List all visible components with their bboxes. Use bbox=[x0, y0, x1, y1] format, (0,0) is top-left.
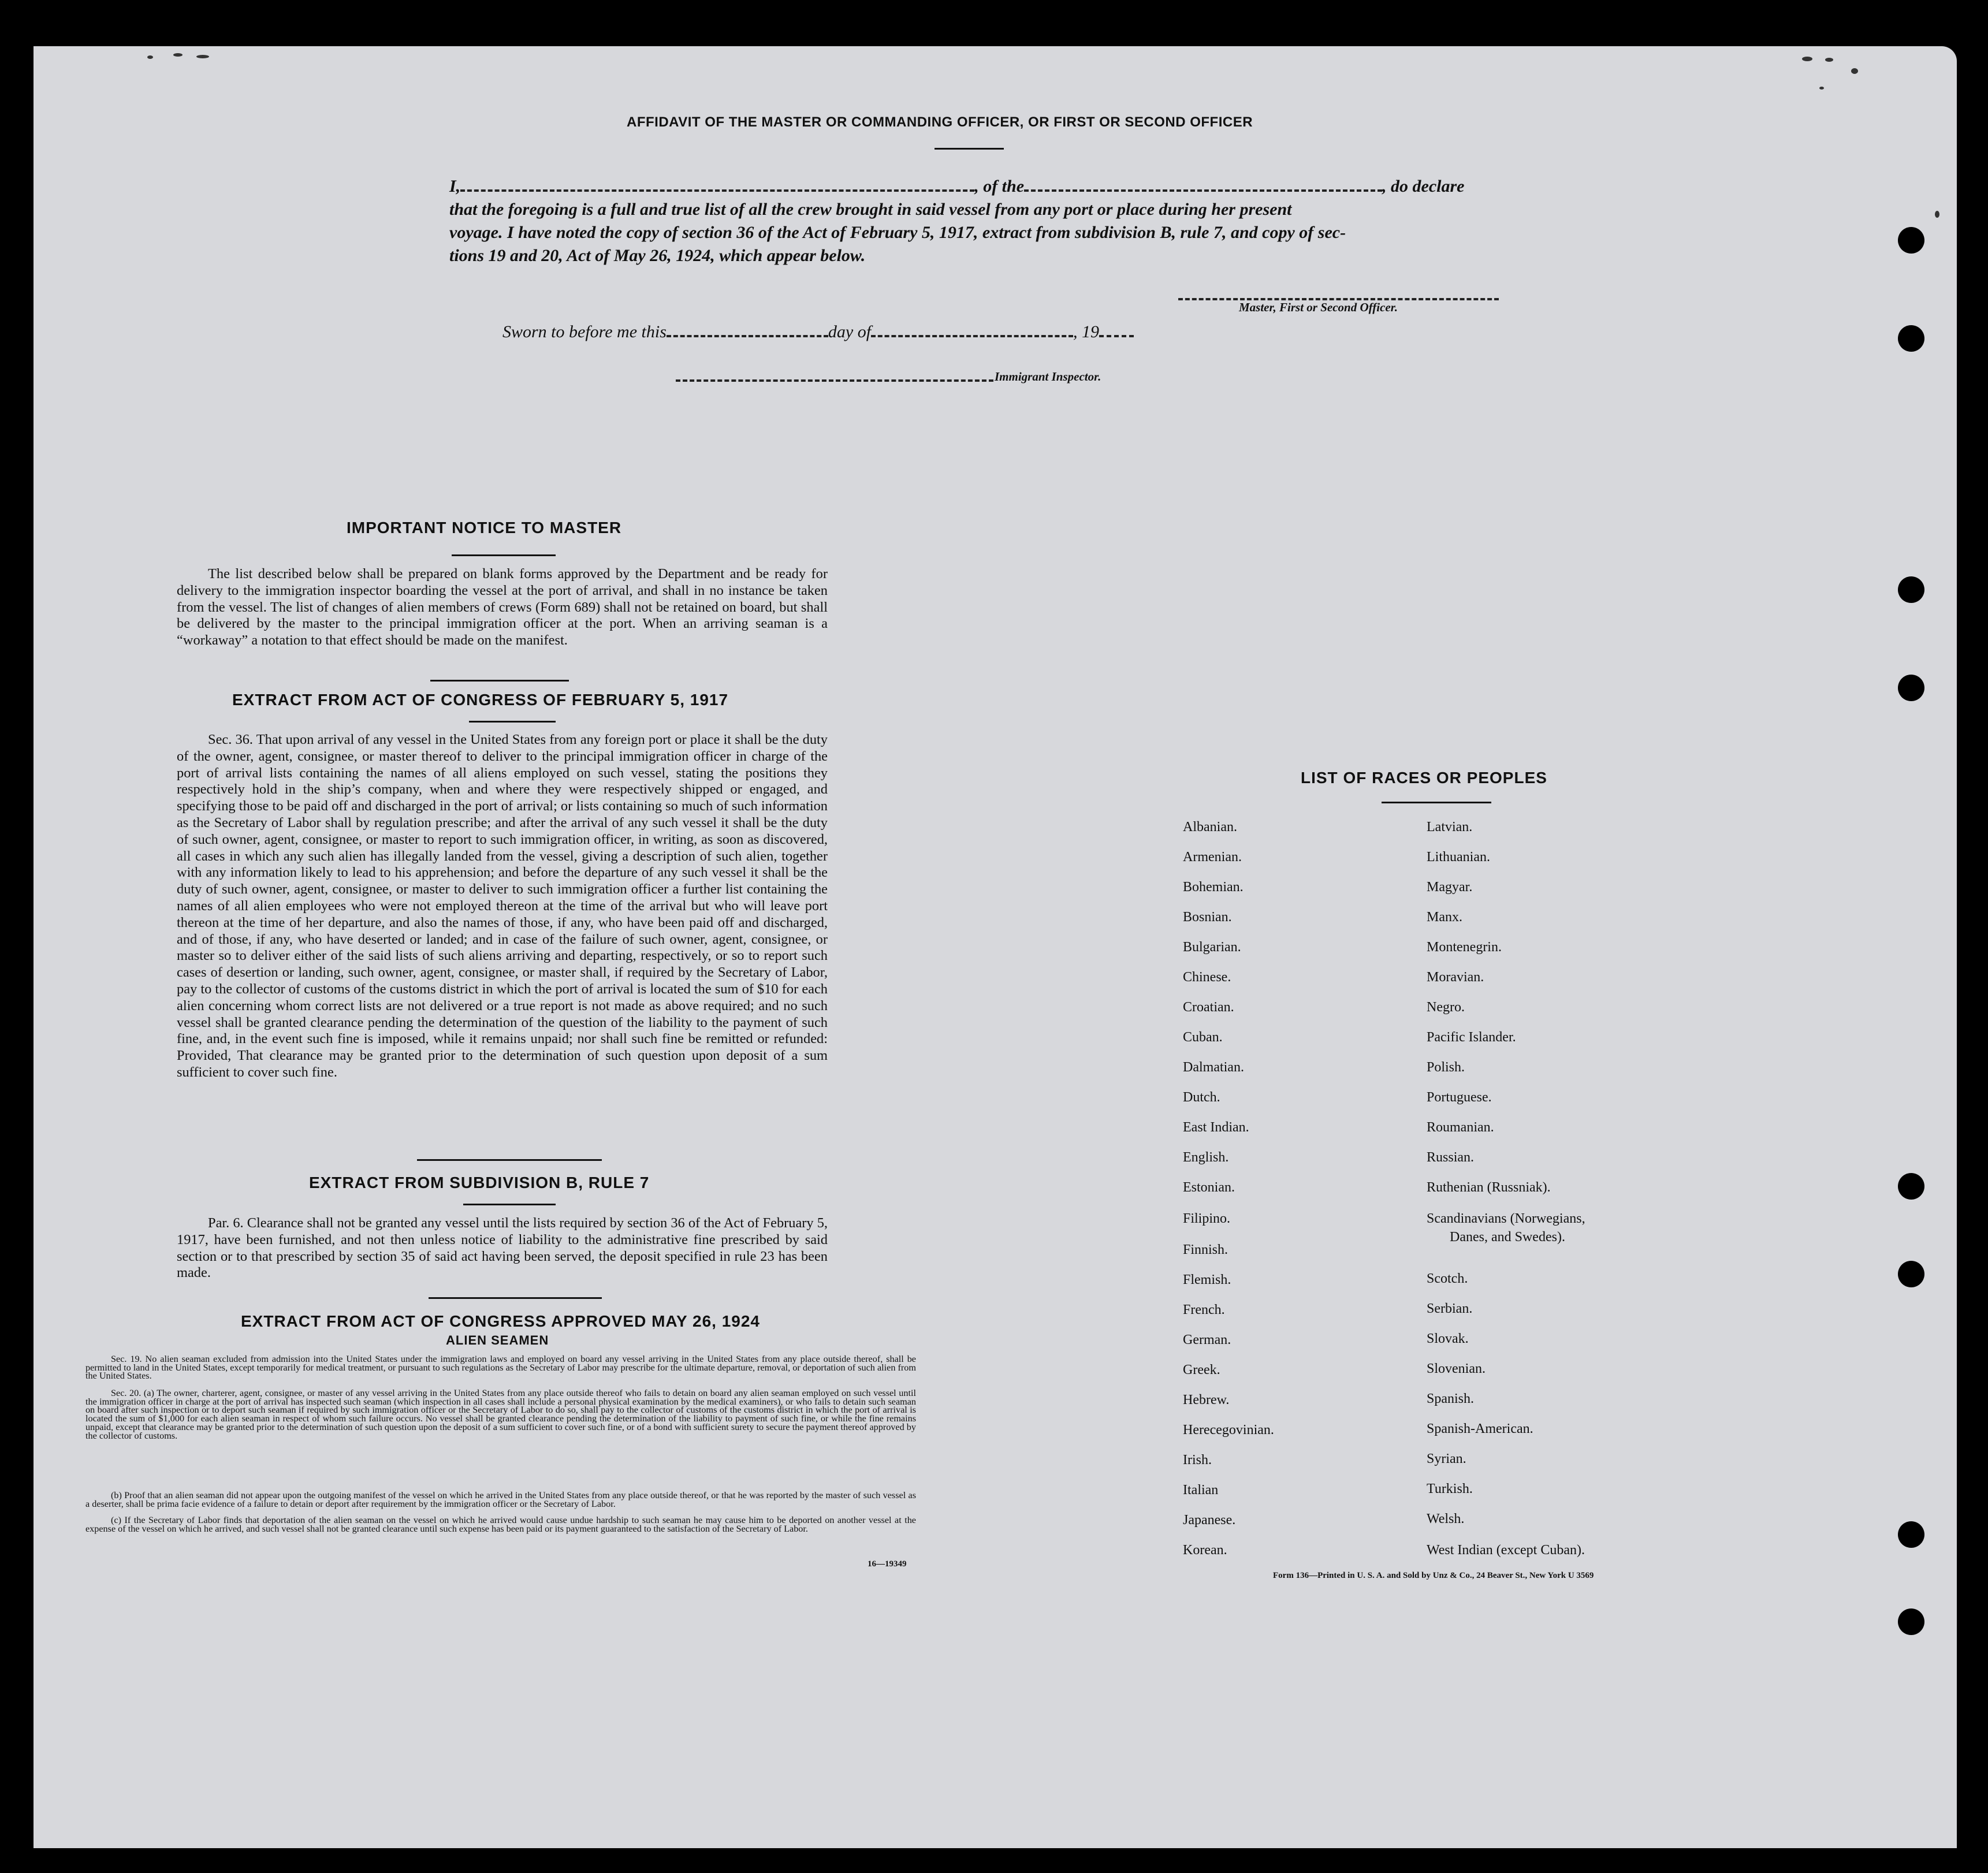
signature-caption: Master, First or Second Officer. bbox=[1239, 300, 1398, 314]
race-left: Hebrew. bbox=[1183, 1392, 1230, 1407]
scan-speck bbox=[147, 55, 153, 59]
sworn-start: Sworn to before me this bbox=[502, 322, 667, 341]
race-left: Bulgarian. bbox=[1183, 940, 1241, 955]
sec20c-text: (c) If the Secretary of Labor finds that deportation of the alien seaman on the vessel on which he arrived would cause undue hardship to such seaman he may cause him to be deported on another vessel at the expense of the vessel on which he arrived, and such vessel shall not be granted clearance until such expense has been paid or its payment guaranteed to the satisfaction of the Secretary of Labor. bbox=[85, 1515, 916, 1534]
affidavit-line1-mid: , of the bbox=[974, 177, 1025, 196]
punch-hole bbox=[1898, 227, 1924, 254]
race-right: Portuguese. bbox=[1427, 1090, 1492, 1105]
extract-1917-divider bbox=[417, 1159, 602, 1161]
affidavit-line-2: that the foregoing is a full and true list of all the crew brought in said vessel from any port or place during her present bbox=[449, 200, 1292, 219]
form-code: 16—19349 bbox=[868, 1559, 907, 1569]
notice-rule bbox=[452, 554, 556, 556]
race-left: Dutch. bbox=[1183, 1090, 1220, 1105]
punch-hole bbox=[1898, 1173, 1924, 1200]
race-left: Japanese. bbox=[1183, 1513, 1236, 1528]
race-right: Russian. bbox=[1427, 1150, 1475, 1165]
race-left: Korean. bbox=[1183, 1543, 1227, 1558]
sec20a-text: Sec. 20. (a) The owner, charterer, agent, consignee, or master of any vessel arriving in the United States from any place outside thereof who fails to detain on board any alien seaman employed on such vessel until the immigration officer in charge at the port of arrival has inspected such seaman (which inspection in all cases shall include a personal physical examination by the medical examiners), or who fails to detain such seaman on board after such inspection or to deport such seaman if required by such immigration officer or the Secretary of Labor to do so, shall pay to the collector of customs of the customs district in which the port of arrival is located the sum of $1,000 for each alien seaman in respect of whom such failure occurs. No vessel shall be granted clearance pending the determination of the liability to payment of such fine, or while the fine remains unpaid, except that clearance may be granted prior to the determination of such question upon the deposit of a sum sufficient to cover such fine, or of a bond with sufficient surety to secure the payment thereof approved by the collector of customs. bbox=[85, 1388, 916, 1441]
race-right: Scotch. bbox=[1427, 1271, 1468, 1286]
race-left: Flemish. bbox=[1183, 1272, 1231, 1287]
race-left: Filipino. bbox=[1183, 1211, 1231, 1226]
sec19-text: Sec. 19. No alien seaman excluded from admission into the United States under the immigration laws and employed on board any vessel arriving in the United States from any place outside thereof, shall be permitted to land in the United States, except temporarily for medical treatment, or pursuant to such regulations as the Secretary of Labor may prescribe for the ultimate departure, removal, or deportation of such alien from the United States. bbox=[85, 1354, 916, 1382]
extract-1924-title: EXTRACT FROM ACT OF CONGRESS APPROVED MAY 26, 1924 bbox=[241, 1312, 760, 1330]
extract-1917-rule bbox=[469, 721, 556, 723]
race-right: Moravian. bbox=[1427, 970, 1484, 985]
affidavit-title: AFFIDAVIT OF THE MASTER OR COMMANDING OFFICER, OR FIRST OR SECOND OFFICER bbox=[627, 114, 1253, 130]
race-right: Manx. bbox=[1427, 910, 1462, 925]
scan-speck bbox=[1802, 57, 1812, 61]
race-left: East Indian. bbox=[1183, 1120, 1249, 1135]
rule7-body: Par. 6. Clearance shall not be granted any vessel until the lists required by section 36 of the Act of February 5, 1917, have been furnished, and not then unless notice of liability to the administrative fine prescribed by said section or to that prescribed by section 35 of said act having been served, the deposit specified in rule 23 has been made. bbox=[177, 1215, 828, 1281]
name-blank bbox=[460, 179, 974, 192]
race-left: Estonian. bbox=[1183, 1180, 1235, 1195]
extract-1924-subtitle: ALIEN SEAMEN bbox=[446, 1333, 549, 1347]
race-right: Negro. bbox=[1427, 1000, 1465, 1015]
race-left: German. bbox=[1183, 1332, 1231, 1347]
race-left: Cuban. bbox=[1183, 1030, 1223, 1045]
race-right: Magyar. bbox=[1427, 880, 1473, 895]
affidavit-line1-start: I, bbox=[449, 177, 461, 196]
punch-hole bbox=[1898, 675, 1924, 701]
punch-hole bbox=[1898, 576, 1924, 603]
scan-speck bbox=[196, 55, 209, 58]
sworn-end: , 19 bbox=[1073, 322, 1100, 341]
race-left: Irish. bbox=[1183, 1453, 1212, 1468]
punch-hole bbox=[1898, 325, 1924, 352]
race-right: Latvian. bbox=[1427, 820, 1473, 835]
race-left: Dalmatian. bbox=[1183, 1060, 1244, 1075]
affidavit-line-4: tions 19 and 20, Act of May 26, 1924, which appear below. bbox=[449, 246, 866, 265]
extract-1917-title: EXTRACT FROM ACT OF CONGRESS OF FEBRUARY 5, 1917 bbox=[232, 691, 729, 709]
inspector-caption: Immigrant Inspector. bbox=[995, 370, 1101, 383]
year-blank bbox=[1099, 325, 1134, 337]
rule7-rule bbox=[463, 1204, 556, 1205]
rule7-title: EXTRACT FROM SUBDIVISION B, RULE 7 bbox=[309, 1174, 650, 1191]
race-left: Armenian. bbox=[1183, 850, 1242, 865]
race-right: Danes, and Swedes). bbox=[1450, 1230, 1565, 1245]
race-left: Bosnian. bbox=[1183, 910, 1232, 925]
punch-hole bbox=[1898, 1608, 1924, 1635]
race-right: Spanish-American. bbox=[1427, 1421, 1533, 1436]
race-left: Finnish. bbox=[1183, 1242, 1228, 1257]
race-right: Roumanian. bbox=[1427, 1120, 1494, 1135]
race-left: Croatian. bbox=[1183, 1000, 1234, 1015]
scan-speck bbox=[1825, 58, 1833, 62]
rule7-divider bbox=[429, 1297, 602, 1299]
race-right: Pacific Islander. bbox=[1427, 1030, 1516, 1045]
race-right: Spanish. bbox=[1427, 1391, 1475, 1406]
day-blank bbox=[667, 325, 828, 337]
printer-footer: Form 136—Printed in U. S. A. and Sold by Unz & Co., 24 Beaver St., New York U 3569 bbox=[1273, 1571, 1594, 1580]
race-right: Ruthenian (Russniak). bbox=[1427, 1180, 1551, 1195]
affidavit-line1-end: , do declare bbox=[1382, 177, 1465, 196]
race-right: West Indian (except Cuban). bbox=[1427, 1543, 1585, 1558]
notice-title: IMPORTANT NOTICE TO MASTER bbox=[347, 519, 622, 537]
affidavit-line-3: voyage. I have noted the copy of section 36 of the Act of February 5, 1917, extract from subdivision B, rule 7, and copy of sec- bbox=[449, 223, 1346, 242]
race-right: Syrian. bbox=[1427, 1451, 1466, 1466]
race-right: Scandinavians (Norwegians, bbox=[1427, 1211, 1585, 1226]
race-right: Lithuanian. bbox=[1427, 850, 1490, 865]
sworn-line bbox=[502, 322, 1134, 342]
punch-hole bbox=[1898, 1261, 1924, 1287]
race-left: Bohemian. bbox=[1183, 880, 1244, 895]
race-left: English. bbox=[1183, 1150, 1229, 1165]
punch-hole bbox=[1898, 1521, 1924, 1548]
scan-speck bbox=[1819, 87, 1824, 90]
race-right: Slovenian. bbox=[1427, 1361, 1486, 1376]
race-left: Herecegovinian. bbox=[1183, 1423, 1274, 1438]
vessel-blank bbox=[1024, 179, 1382, 192]
sworn-mid: day of bbox=[828, 322, 872, 341]
title-rule bbox=[935, 148, 1004, 150]
race-left: French. bbox=[1183, 1302, 1225, 1317]
affidavit-line-1 bbox=[449, 177, 1529, 196]
race-left: Greek. bbox=[1183, 1362, 1220, 1377]
notice-body: The list described below shall be prepared on blank forms approved by the Department and be ready for delivery to the immigration inspector boarding the vessel at the port of arrival, and shall in no instance be taken from the vessel. The list of changes of alien members of crews (Form 689) shall not be retained on board, but shall be delivered by the master to the principal immigration officer at the port. When an arriving seaman is a “workaway” a notation to that effect should be made on the manifest. bbox=[177, 566, 828, 649]
month-blank bbox=[871, 325, 1073, 337]
scan-speck bbox=[173, 53, 183, 57]
race-right: Slovak. bbox=[1427, 1331, 1469, 1346]
race-right: Turkish. bbox=[1427, 1481, 1473, 1496]
extract-1917-body: Sec. 36. That upon arrival of any vessel in the United States from any foreign port or place it shall be the duty of the owner, agent, consignee, or master thereof to deliver to the principal immigration officer in charge of the port of arrival lists containing the names of all aliens employed on such vessel, stating the positions they respectively hold in the ship’s company, when and where they were respectively shipped or engaged, and specifying those to be paid off and discharged in the port of arrival; or lists containing so much of such information as the Secretary of Labor shall by regulation prescribe; and after the arrival of any such vessel it shall be the duty of such owner, agent, consignee, or master to report to such immigration officer, in writing, as soon as discovered, all cases in which any such alien has illegally landed from the vessel, giving a description of such alien, together with any information likely to lead to his apprehension; and before the departure of any such vessel it shall be the duty of such owner, agent, consignee, or master to deliver to such immigration officer a further list containing the names of all alien employees who were not employed thereon at the time of the arrival but who will leave port thereon at the time of her departure, and also the names of those, if any, who have been paid off and discharged, and of those, if any, who have deserted or landed; and in case of the failure of such owner, agent, consignee, or master so to deliver either of the said lists of such aliens arriving and departing, respectively, or so to report such cases of desertion or landing, such owner, agent, consignee, or master shall, if required by the Secretary of Labor, pay to the collector of customs of the customs district in which the port of arrival is located the sum of $10 for each alien concerning whom correct lists are not delivered or a true report is not made as above required; and no such vessel shall be granted clearance pending the determination of the question of the liability to the payment of such fine, and, in the event such fine is imposed, while it remains unpaid; nor shall such fine be remitted or refunded: Provided, That clearance may be granted prior to the determination of such question upon deposit of a sum sufficient to cover such fine. bbox=[177, 732, 828, 1080]
race-left: Italian bbox=[1183, 1483, 1219, 1498]
notice-divider bbox=[430, 680, 569, 682]
sec20b-text: (b) Proof that an alien seaman did not appear upon the outgoing manifest of the vessel on which he arrived in the United States from any place outside thereof, or that he was reported by the master of such vessel as a deserter, shall be prima facie evidence of a failure to detain or deport after requirement by the immigration officer or the Secretary of Labor. bbox=[85, 1490, 916, 1509]
scan-speck bbox=[1935, 211, 1939, 218]
races-rule bbox=[1382, 802, 1491, 803]
inspector-blank bbox=[676, 379, 993, 382]
race-left: Chinese. bbox=[1183, 970, 1231, 985]
race-right: Polish. bbox=[1427, 1060, 1465, 1075]
races-title: LIST OF RACES OR PEOPLES bbox=[1301, 769, 1547, 787]
race-right: Welsh. bbox=[1427, 1511, 1465, 1526]
race-right: Serbian. bbox=[1427, 1301, 1473, 1316]
race-right: Montenegrin. bbox=[1427, 940, 1502, 955]
scan-speck bbox=[1851, 68, 1858, 74]
race-left: Albanian. bbox=[1183, 820, 1237, 835]
